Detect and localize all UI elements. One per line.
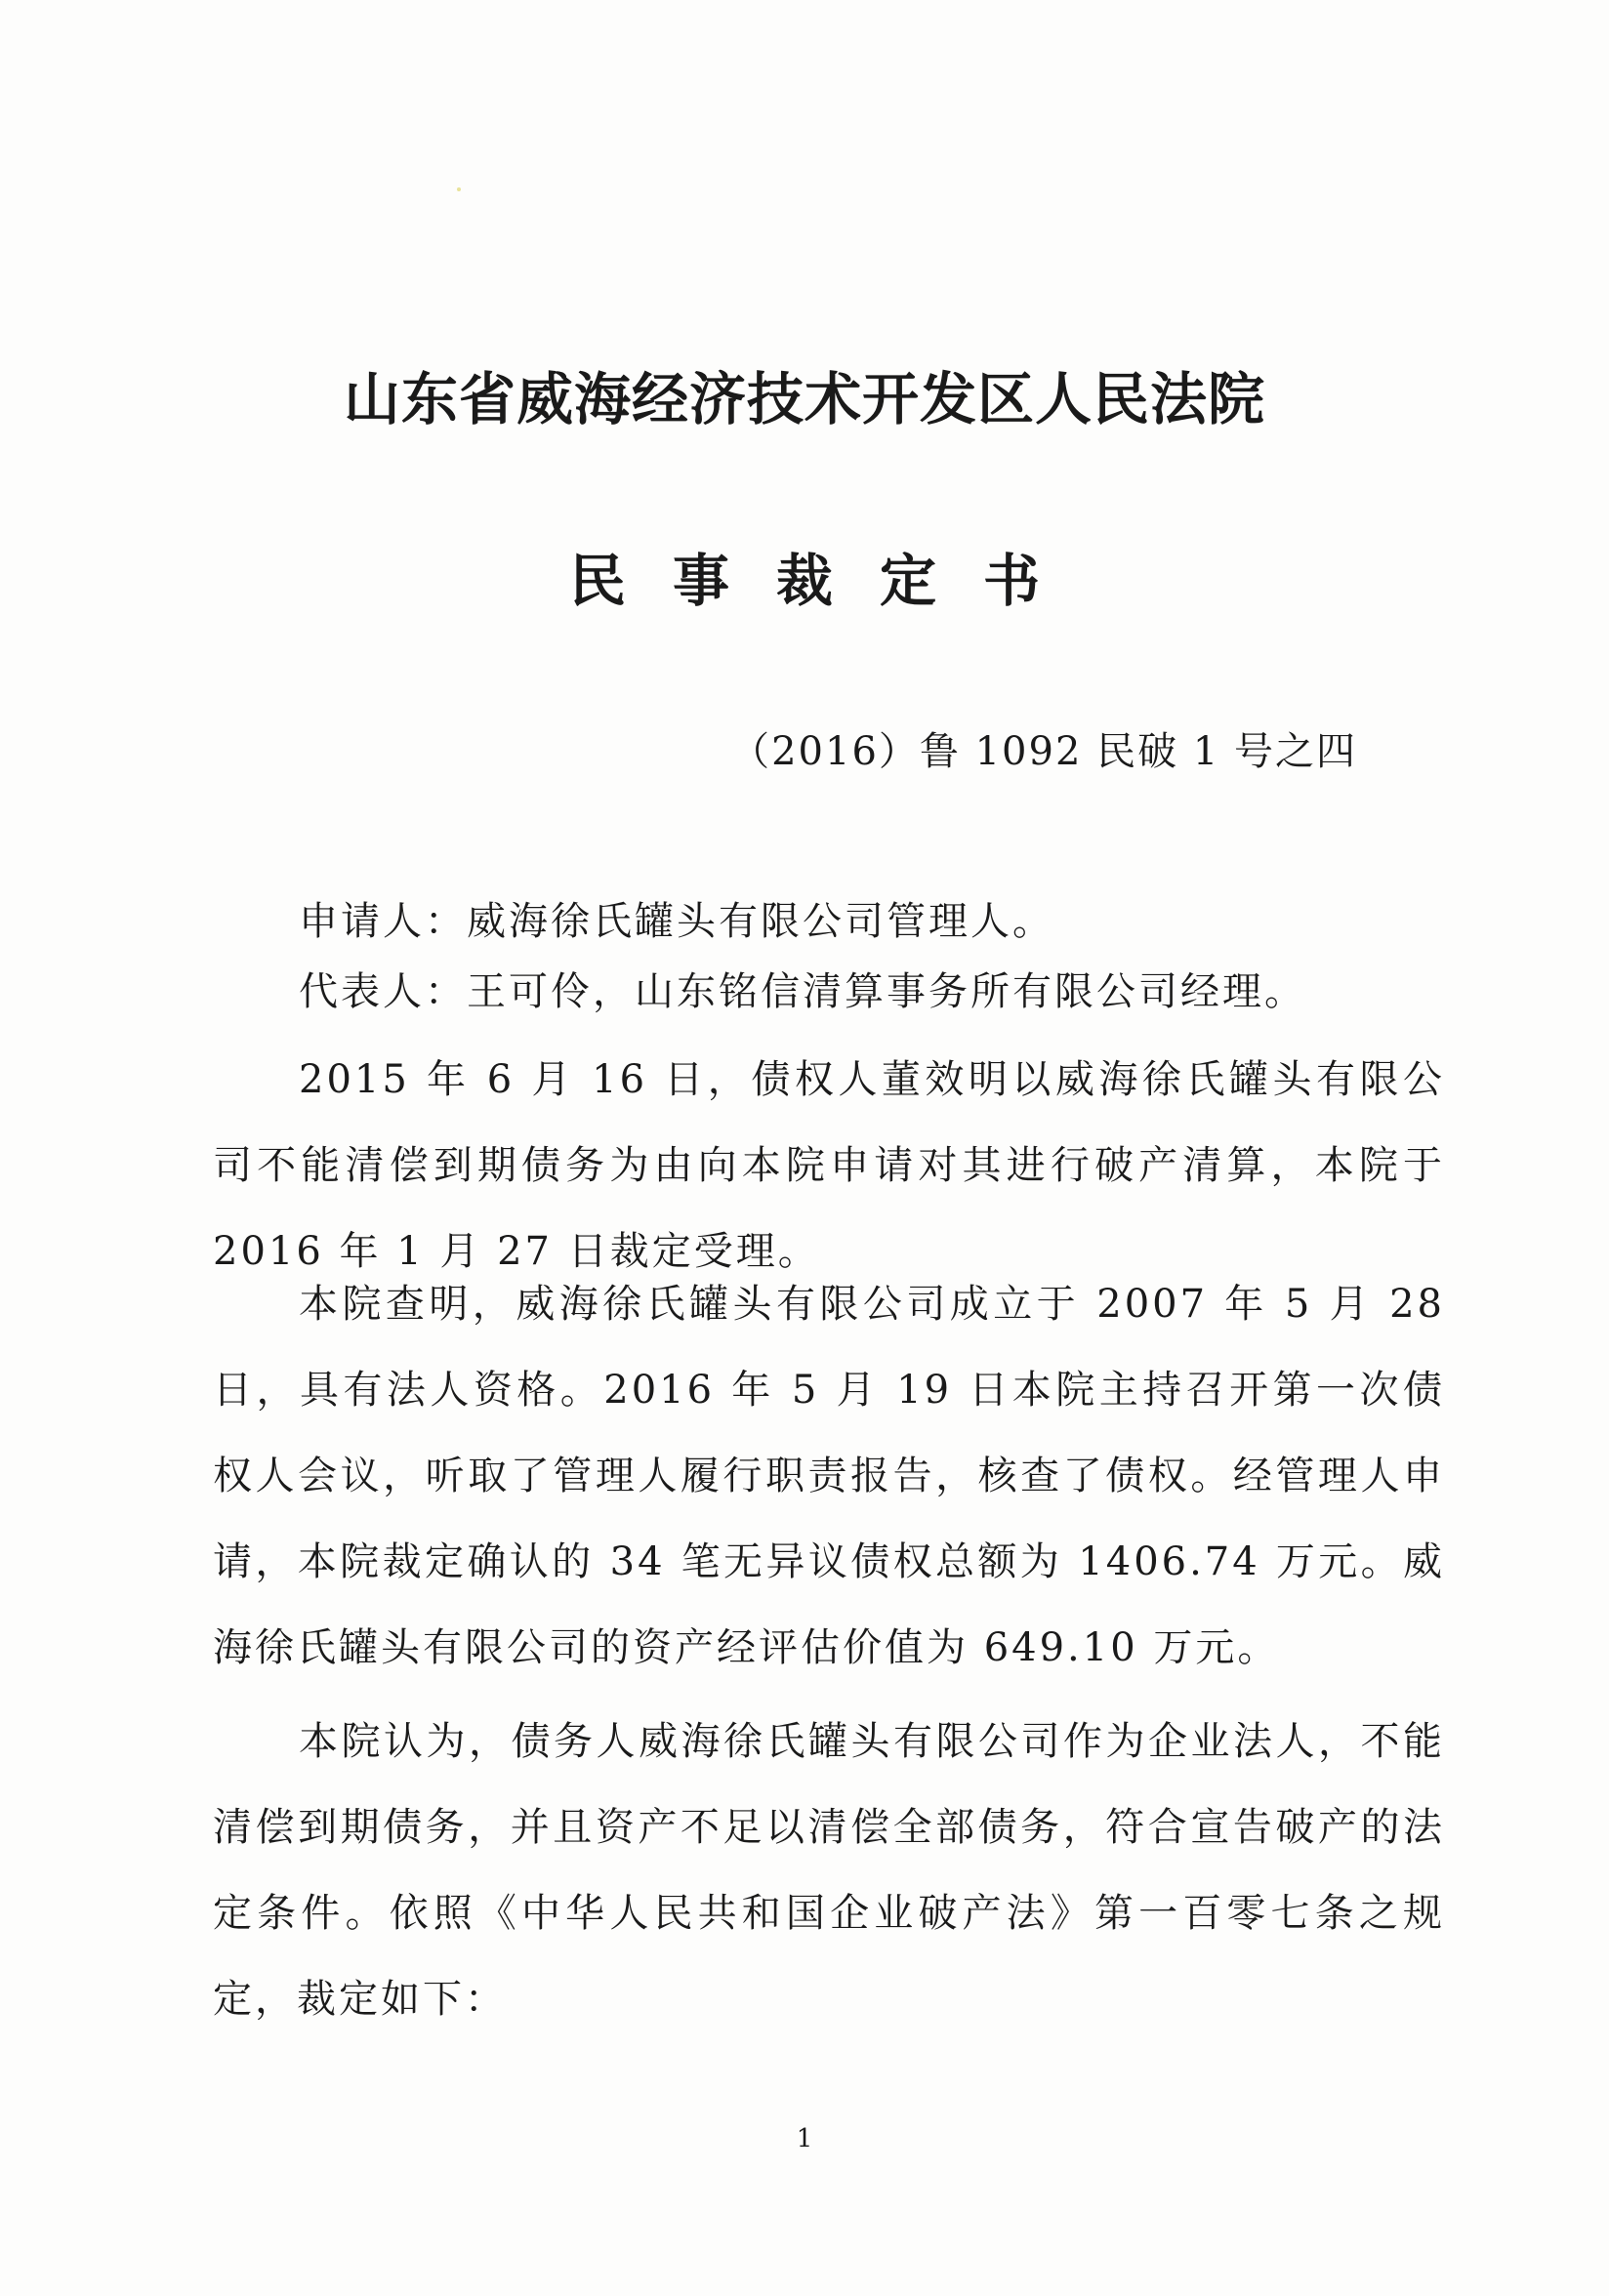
document-title: 民事裁定书 <box>568 548 1087 614</box>
history-paragraph <box>213 1037 1445 1294</box>
reasoning-text: 本院认为，债务人威海徐氏罐头有限公司作为企业法人，不能清偿到期债务，并且资产不足以清偿全部债务，符合宣告破产的法定条件。依照《中华人民共和国企业破产法》第一百零七条之规定，裁定如下： <box>213 1719 1445 2022</box>
applicant-text: 申请人：威海徐氏罐头有限公司管理人。 <box>299 899 1054 944</box>
findings-text: 本院查明，威海徐氏罐头有限公司成立于 2007 年 5 月 28 日，具有法人资格。2016 年 5 月 19 日本院主持召开第一次债权人会议，听取了管理人履行职责报告，核查了债权。经管理人申请，本院裁定确认的 34 笔无异议债权总额为 1406.74 万元。威海徐氏罐头有限公司的资产经评估价值为 649.10 万元。 <box>213 1282 1445 1670</box>
history-text: 2015 年 6 月 16 日，债权人董效明以威海徐氏罐头有限公司不能清偿到期债务为由向本院申请对其进行破产清算，本院于 2016 年 1 月 27 日裁定受理。 <box>213 1057 1445 1274</box>
court-name: 山东省威海经济技术开发区人民法院 <box>343 366 1265 432</box>
page-number: 1 <box>796 2124 813 2153</box>
representative-text: 代表人：王可伶，山东铭信清算事务所有限公司经理。 <box>299 969 1306 1014</box>
findings-paragraph <box>213 1261 1445 1691</box>
representative-paragraph <box>213 949 1445 1035</box>
reasoning-paragraph <box>213 1699 1445 2042</box>
scan-speck <box>457 187 461 191</box>
case-number: （2016）鲁 1092 民破 1 号之四 <box>730 729 1357 774</box>
